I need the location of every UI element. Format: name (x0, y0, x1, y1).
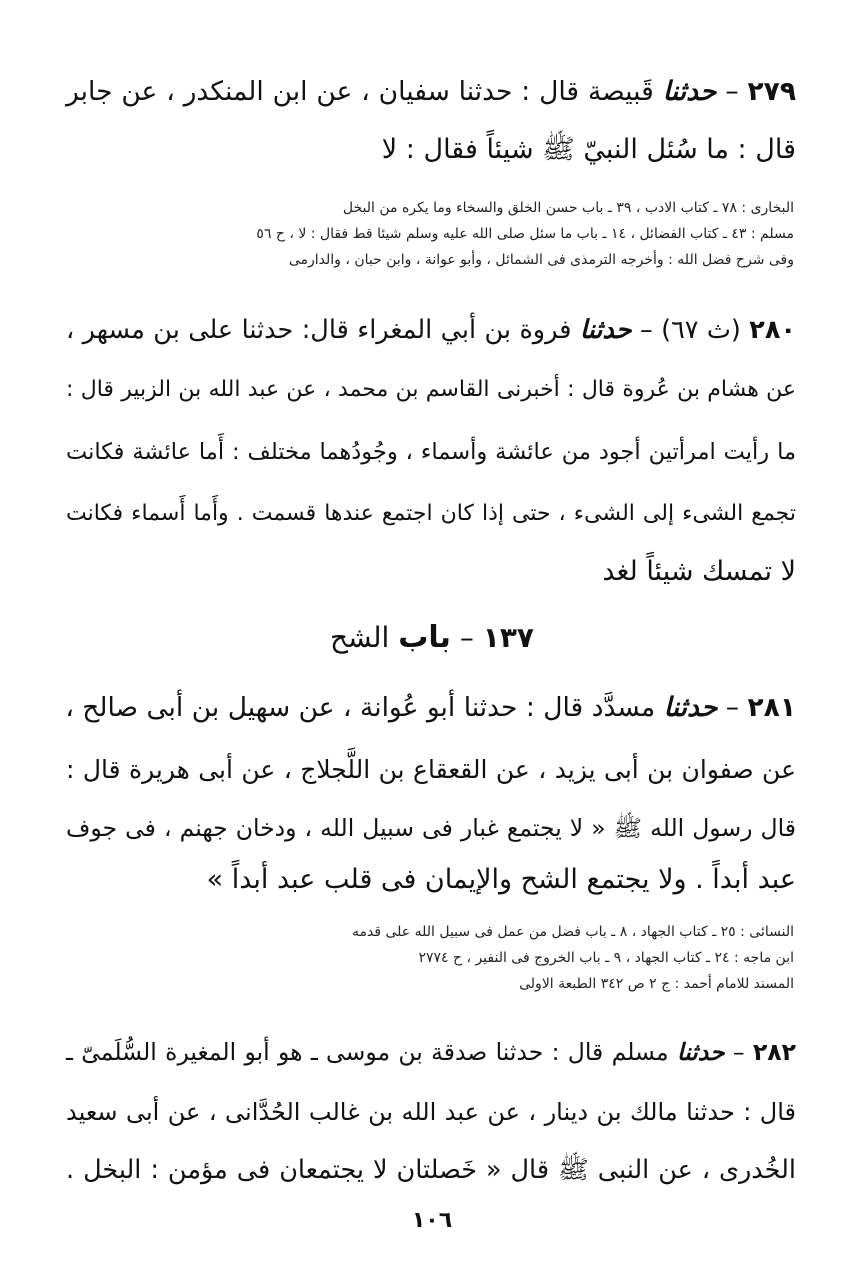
hadith-ref: (ث ٦٧) – (631, 315, 750, 345)
hadith-text: قَبيصة قال : حدثنا سفيان ، عن ابن المنكدر ، عن جابر (66, 76, 663, 107)
hadith-280-line-5: لا تمسك شيئاً لغد (602, 556, 796, 587)
chapter-heading (0, 618, 864, 658)
chapter-title: الشح (329, 621, 399, 654)
hadith-282-line-1 (66, 1032, 796, 1072)
hadith-text: مسدَّد قال : حدثنا أبو عُوانة ، عن سهيل بن أبى صالح ، (65, 692, 664, 723)
footnote: المسند للامام أحمد : ج ٢ ص ٣٤٢ الطبعة الاولى (519, 976, 794, 992)
hadith-279-line-1 (66, 72, 796, 112)
chapter-number: ١٣٧ (482, 621, 535, 654)
dash: – (716, 76, 748, 107)
hadith-282-line-3: الخُدرى ، عن النبى ﷺ قال « خَصلتان لا يجتمعان فى مؤمن : البخل . (66, 1155, 796, 1185)
footnote: مسلم : ٤٣ ـ كتاب الفضائل ، ١٤ ـ باب ما سئل صلى الله عليه وسلم شيئا قط فقال : لا ، ح ٥٦ (256, 226, 794, 242)
hadith-281-line-2: عن صفوان بن أبى يزيد ، عن القعقاع بن اللَّجلاج ، عن أبى هريرة قال : (66, 755, 796, 784)
hadith-text: فروة بن أبي المغراء قال: حدثنا على بن مسهر ، (66, 315, 580, 345)
hadith-279-line-2: قال : ما سُئل النبيّ ﷺ شيئاً فقال : لا (381, 134, 796, 165)
hadith-281-line-3: قال رسول الله ﷺ « لا يجتمع غبار فى سبيل الله ، ودخان جهنم ، فى جوف (66, 814, 796, 842)
footnote: ابن ماجه : ٢٤ ـ كتاب الجهاد ، ٩ ـ باب الخروج فى النفير ، ح ٢٧٧٤ (418, 950, 794, 966)
dash: – (724, 1038, 753, 1066)
hadith-280-line-3: ما رأيت امرأتين أجود من عائشة وأسماء ، وجُودُهما مختلف : أَما عائشة فكانت (66, 439, 796, 465)
hadith-281-line-1 (66, 688, 796, 728)
dash: – (717, 692, 748, 723)
haddathana-keyword: حدثنا (676, 1038, 725, 1066)
hadith-number: ٢٨١ (747, 692, 796, 723)
hadith-text: مسلم قال : حدثنا صدقة بن موسى ـ هو أبو المغيرة السُّلَمىّ ـ (66, 1038, 677, 1066)
haddathana-keyword: حدثنا (662, 76, 717, 107)
hadith-280-line-2: عن هشام بن عُروة قال : أخبرنى القاسم بن محمد ، عن عبد الله بن الزبير قال : (66, 377, 796, 402)
hadith-number: ٢٨٠ (749, 315, 796, 345)
page-number: ١٠٦ (411, 1208, 453, 1233)
hadith-number: ٢٨٢ (752, 1038, 796, 1066)
bab-word: باب (398, 620, 451, 655)
dash: – (450, 621, 483, 654)
footnote: البخارى : ٧٨ ـ كتاب الادب ، ٣٩ ـ باب حسن الخلق والسخاء وما يكره من البخل (342, 200, 794, 216)
footnote: وفى شرح فضل الله : وأخرجه الترمذى فى الشمائل ، وأبو عوانة ، وابن حبان ، والدارمى (288, 252, 794, 268)
hadith-280-line-1 (66, 310, 796, 350)
hadith-282-line-2: قال : حدثنا مالك بن دينار ، عن عبد الله بن غالب الحُدَّانى ، عن أبى سعيد (66, 1098, 796, 1126)
footnote: النسائى : ٢٥ ـ كتاب الجهاد ، ٨ ـ باب فضل من عمل فى سبيل الله على قدمه (352, 924, 794, 940)
haddathana-keyword: حدثنا (579, 315, 632, 345)
hadith-281-line-4: عبد أبداً . ولا يجتمع الشح والإيمان فى قلب عبد أبداً » (206, 864, 796, 895)
hadith-280-line-4: تجمع الشىء إلى الشىء ، حتى إذا كان اجتمع عندها قسمت . وأَما أَسماء فكانت (66, 501, 796, 526)
haddathana-keyword: حدثنا (663, 692, 718, 723)
hadith-number: ٢٧٩ (747, 76, 796, 107)
